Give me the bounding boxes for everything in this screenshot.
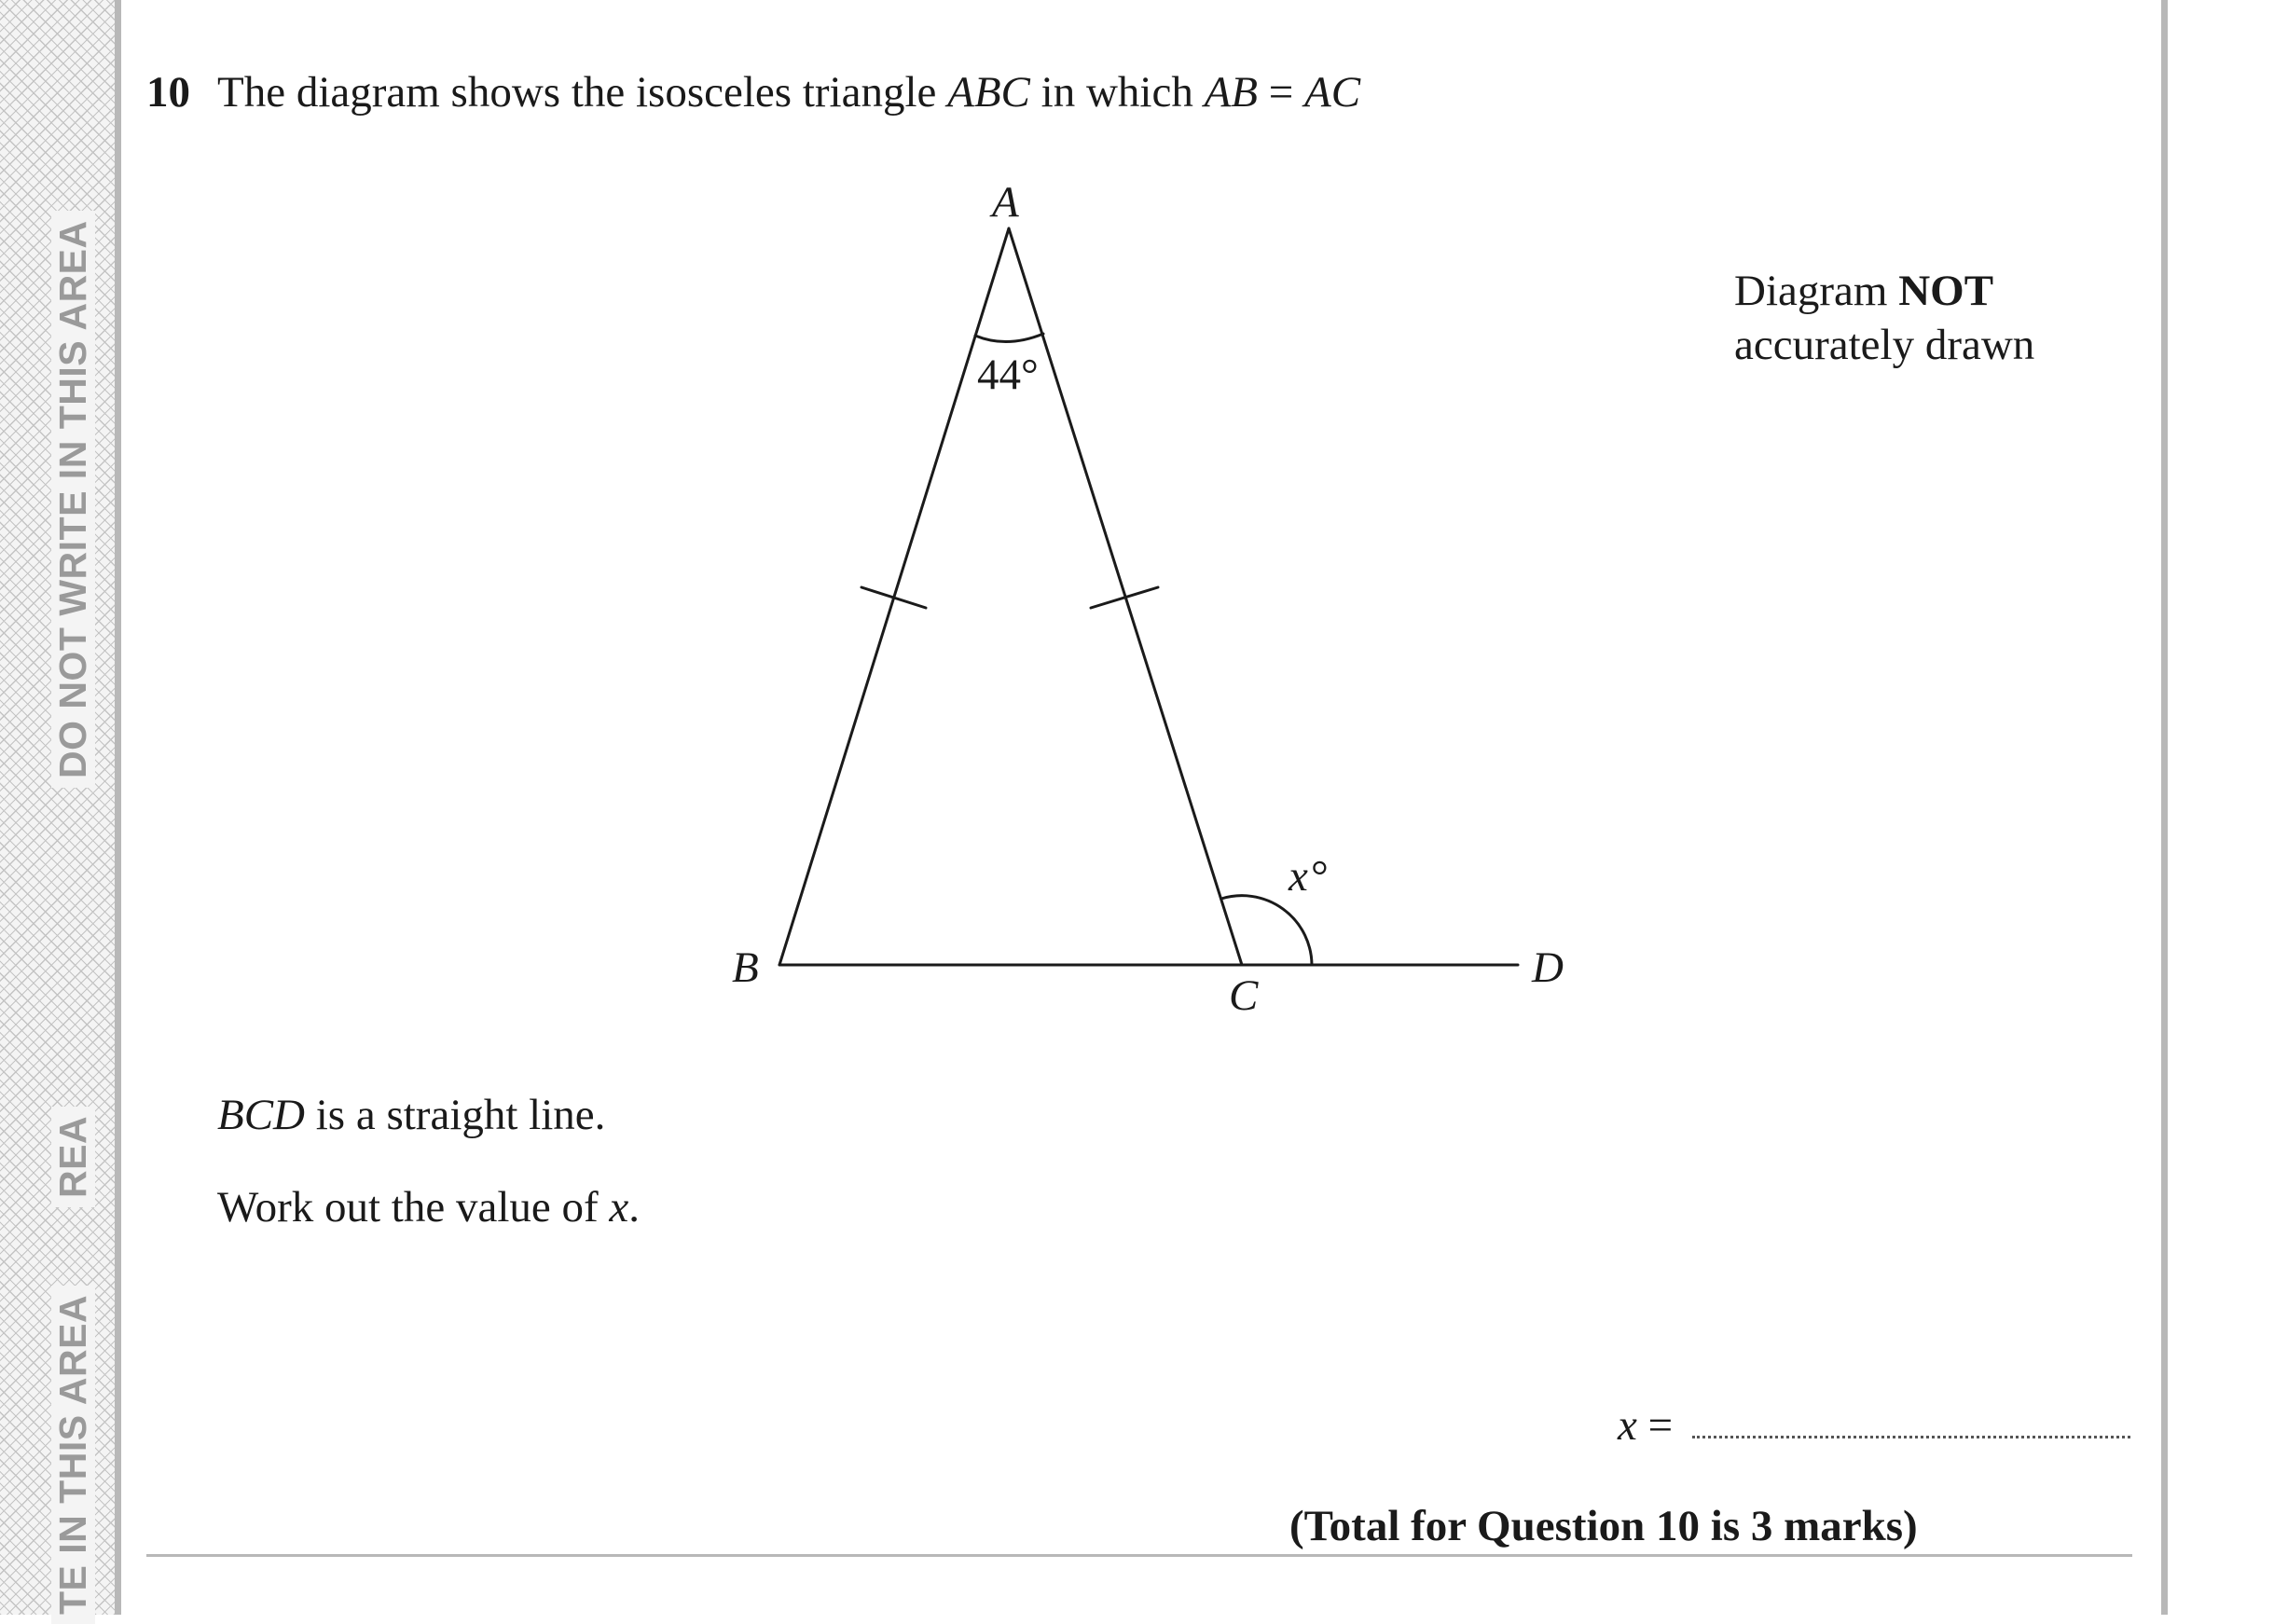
instruction-var: x (609, 1183, 629, 1232)
angle-label-A: 44° (977, 351, 1039, 399)
angle-label-x: x (1289, 852, 1308, 901)
angle-arc-x (1221, 896, 1312, 965)
angle-label-x-degree: ° (1311, 852, 1329, 901)
answer-var: x (1618, 1401, 1637, 1450)
vertex-label-B: B (732, 943, 759, 992)
answer-line[interactable] (1692, 1436, 2130, 1438)
answer-label (1618, 1400, 1673, 1451)
question-text-mid: in which (1029, 68, 1205, 117)
triangle-name: ABC (947, 68, 1030, 117)
vertex-label-D: D (1532, 943, 1564, 992)
bottom-rule (146, 1554, 2132, 1557)
line-name: BCD (217, 1091, 305, 1139)
statement-rest: is a straight line. (305, 1091, 606, 1139)
margin-label-bottom: TE IN THIS AREA (51, 1286, 95, 1624)
margin-label-mid: REA (51, 1107, 95, 1207)
instruction-suffix: . (628, 1183, 641, 1232)
instruction-prefix: Work out the value of (217, 1183, 610, 1232)
angle-arc-A (975, 334, 1043, 342)
equal-side-lhs: AB (1204, 68, 1258, 117)
margin-label-top: DO NOT WRITE IN THIS AREA (51, 211, 95, 788)
equals-sign: = (1258, 68, 1305, 117)
statement-straight-line (217, 1090, 605, 1140)
vertex-label-A: A (992, 178, 1019, 227)
note-bold: NOT (1898, 267, 1994, 315)
vertex-label-C: C (1229, 971, 1259, 1020)
question-number: 10 (146, 68, 190, 117)
question-text-prefix: The diagram shows the isosceles triangle (217, 68, 948, 117)
total-marks: (Total for Question 10 is 3 marks) (1289, 1502, 1918, 1550)
note-line2: accurately drawn (1734, 321, 2035, 369)
instruction-work-out (217, 1182, 640, 1232)
answer-equals: = (1636, 1401, 1674, 1450)
note-line1: Diagram (1734, 267, 1899, 315)
diagram-not-accurate-note (1734, 264, 2034, 372)
equal-side-rhs: AC (1304, 68, 1361, 117)
tick-mark-AB (861, 587, 926, 608)
